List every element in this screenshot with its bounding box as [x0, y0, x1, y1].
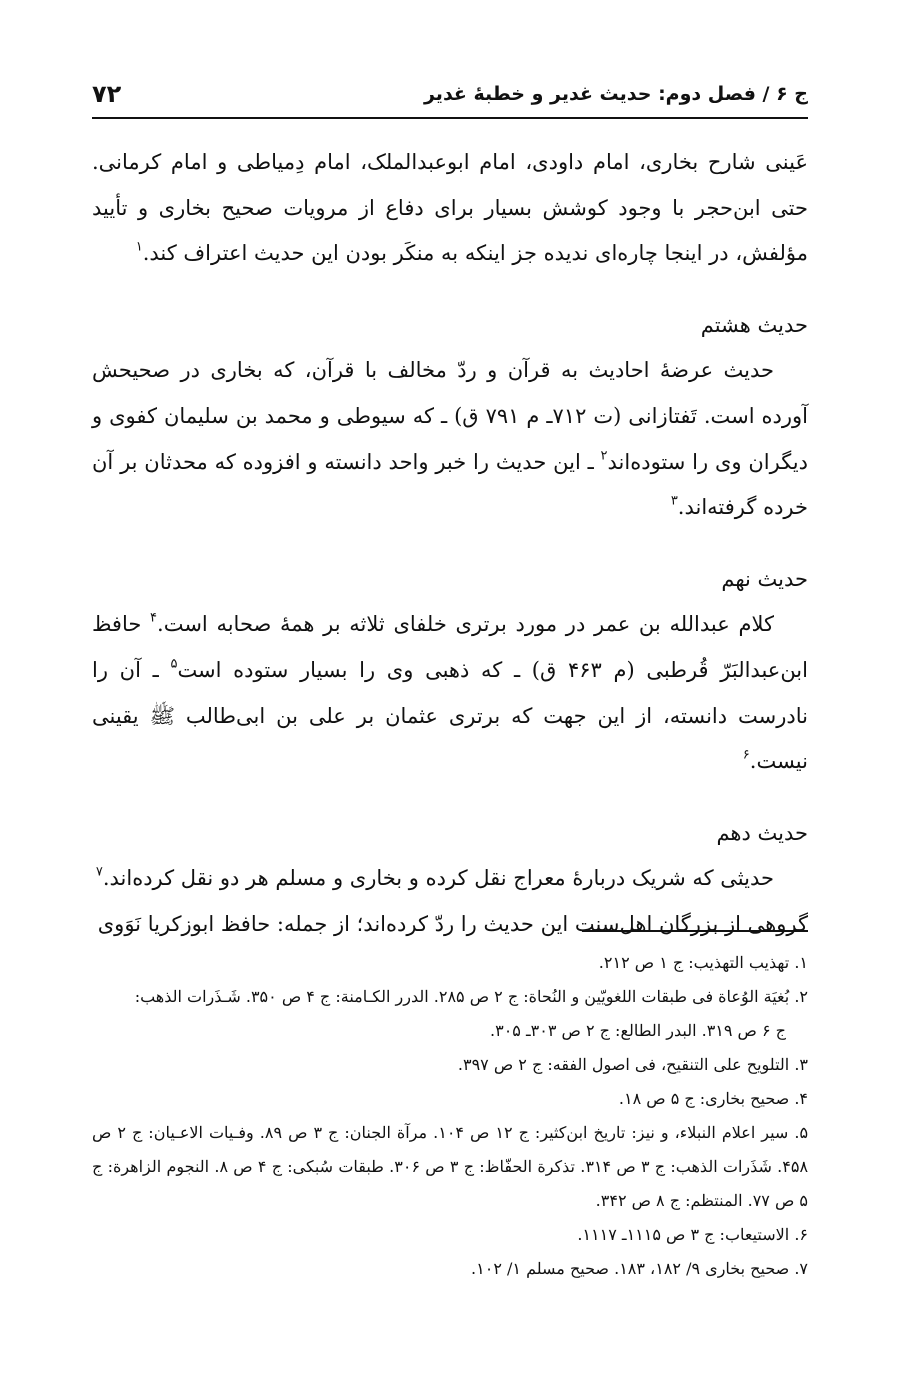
- paragraph-3-text-b: حافظ ابن‌عبدالبَرّ قُرطبی (م ۴۶۳ ق) ـ که ذهبی وی را بسیار ستوده است: [92, 612, 808, 682]
- paragraph-2-text-b: ـ این حدیث را خبر واحد دانسته و افزوده که محدثان بر آن خرده گرفته‌اند.: [92, 449, 808, 520]
- main-text: [92, 140, 808, 948]
- heading-hadith-9: حدیث نهم: [721, 566, 808, 591]
- footnote-2-line-2: ج ۶ ص ۳۱۹. البدر الطالع: ج ۲ ص ۳۰۳ـ ۳۰۵.: [490, 1021, 786, 1040]
- paragraph-2: [92, 348, 808, 530]
- running-header: [92, 74, 808, 114]
- footnote-6: ۶. الاستیعاب: ج ۳ ص ۱۱۱۵ـ ۱۱۱۷.: [577, 1225, 808, 1244]
- footnotes: [92, 946, 808, 1286]
- paragraph-5: [92, 902, 808, 948]
- paragraph-3: [92, 602, 808, 784]
- heading-hadith-8: حدیث هشتم: [700, 312, 808, 337]
- footnote-ref-1: ۱: [135, 239, 143, 255]
- footnote-ref-4: ۴: [150, 610, 158, 626]
- footnote-ref-7: ۷: [95, 864, 103, 880]
- paragraph-1-text: عَینی شارح بخاری، امام داودی، امام ابوعبدالملک، امام دِمیاطی و امام کرمانی. حتی ابن‌حجر با وجود کوشش بسیار برای دفاع از مرویات صحیح بخاری و تأیید مؤلفش، در اینجا چاره‌ای ندیده جز اینکه به منکَر بودن این حدیث اعتراف کند.: [92, 150, 808, 266]
- footnote-ref-3: ۳: [670, 493, 678, 509]
- paragraph-2-text-a: حدیث عرضهٔ احادیث به قرآن و ردّ مخالف با قرآن، که بخاری در صحیحش آورده است. تَفتازانی (ت ۷۱۲ـ م ۷۹۱ ق) ـ که سیوطی و محمد بن سلیمان کفوی و دیگران وی را ستوده‌اند: [92, 358, 808, 474]
- footnote-2: [92, 980, 808, 1048]
- paragraph-4-text: حدیثی که شریک دربارهٔ معراج نقل کرده و بخاری و مسلم هر دو نقل کرده‌اند.: [102, 866, 774, 891]
- paragraph-3-text-a: کلام عبدالله بن عمر در مورد برتری خلفای ثلاثه بر همهٔ صحابه است.: [157, 612, 774, 637]
- paragraph-1: [92, 140, 808, 277]
- footnote-2-line-1: ۲. بُغیَة الوُعاة فی طبقات اللغویّین و النُحاة: ج ۲ ص ۲۸۵. الدرر الکـامنة: ج ۴ ص ۳۵۰. شَـذَرات الذهب:: [134, 987, 808, 1006]
- paragraph-3-text-c: ـ آن را نادرست دانسته، از این جهت که برتری عثمان بر علی بن ابی‌طالب ﷺ یقینی نیست.: [92, 657, 808, 774]
- footnote-ref-2: ۲: [600, 447, 608, 463]
- footnote-rule: [582, 930, 808, 932]
- footnote-ref-6: ۶: [742, 747, 750, 763]
- footnote-ref-5: ۵: [170, 656, 178, 672]
- footnote-5: ۵. سیر اعلام النبلاء، و نیز: تاریخ ابن‌کثیر: ج ۱۲ ص ۱۰۴. مرآة الجنان: ج ۳ ص ۸۹. وفـیات الاعـیان: ج ۲ ص ۴۵۸. شَذَرات الذهب: ج ۳ ص ۳۱۴. تذکرة الحفّاظ: ج ۳ ص ۳۰۶. طبقات سُبکی: ج ۴ ص ۸. النجوم الزاهرة: ج ۵ ص ۷۷. المنتظم: ج ۸ ص ۳۴۲.: [92, 1123, 809, 1210]
- page-number: ۷۲: [92, 80, 122, 108]
- paragraph-5-text: گروهی از بزرگان اهل‌سنت این حدیث را ردّ کرده‌اند؛ از جمله: حافظ ابوزکریا نَوَوی: [97, 911, 808, 936]
- paragraph-4: [92, 856, 808, 902]
- running-title: ج ۶ / فصل دوم: حدیث غدیر و خطبهٔ غدیر: [423, 83, 808, 105]
- heading-hadith-10: حدیث دهم: [716, 820, 808, 845]
- footnote-4: ۴. صحیح بخاری: ج ۵ ص ۱۸.: [618, 1089, 808, 1108]
- footnote-3: ۳. التلویح علی التنقیح، فی اصول الفقه: ج ۲ ص ۳۹۷.: [457, 1055, 808, 1074]
- footnote-7: ۷. صحیح بخاری ۹/ ۱۸۲، ۱۸۳. صحیح مسلم ۱/ ۱۰۲.: [471, 1259, 808, 1278]
- header-rule: [92, 117, 808, 119]
- footnote-1: ۱. تهذیب التهذیب: ج ۱ ص ۲۱۲.: [598, 953, 808, 972]
